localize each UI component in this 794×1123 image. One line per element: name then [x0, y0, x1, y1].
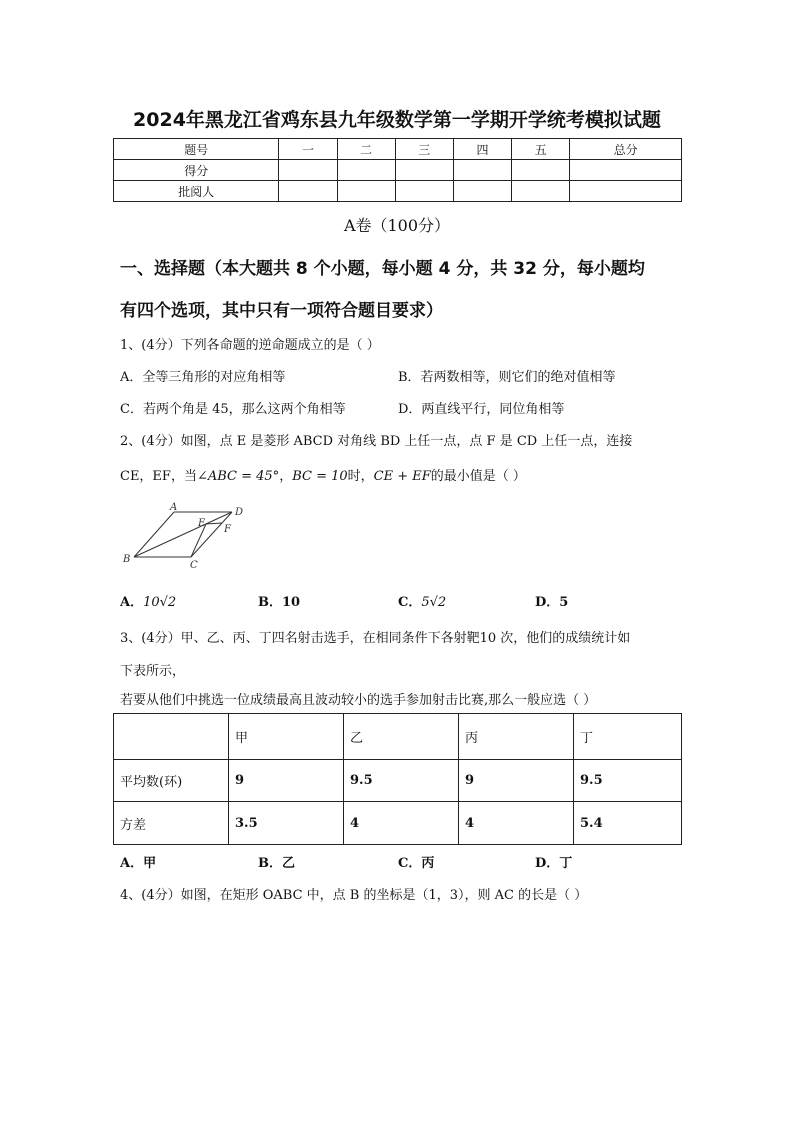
figure-label-d: D [235, 507, 244, 518]
stats-row-label: 方差 [114, 802, 229, 845]
score-header-cell: 总分 [570, 139, 682, 160]
q2-option-a-label: A． [120, 595, 144, 610]
score-table-header [114, 139, 682, 160]
stats-header-cell: 丁 [574, 714, 682, 760]
shooting-stats-table [113, 713, 682, 845]
section-heading-line-2: 有四个选项，其中只有一项符合题目要求） [120, 301, 443, 321]
score-row-label: 得分 [114, 160, 279, 181]
q2-option-c-value: 5√2 [421, 595, 447, 610]
q1-option-d: D．两直线平行，同位角相等 [398, 402, 565, 417]
stats-row-label: 平均数(环) [114, 760, 229, 802]
q3-stem-line-2: 下表所示， [120, 664, 186, 679]
q2-text: 的最小值是（ ） [430, 469, 526, 484]
stats-cell: 3.5 [229, 802, 344, 845]
score-table-row [114, 181, 682, 202]
score-cell [512, 160, 570, 181]
score-header-cell: 五 [512, 139, 570, 160]
stats-header-cell: 丙 [459, 714, 574, 760]
rhombus-figure [118, 500, 253, 572]
score-row-label: 批阅人 [114, 181, 279, 202]
section-heading-line-1: 一、选择题（本大题共 8 个小题，每小题 4 分，共 32 分，每小题均 [120, 259, 645, 279]
stats-cell: 9 [459, 760, 574, 802]
score-cell [279, 181, 337, 202]
score-header-cell: 四 [453, 139, 511, 160]
q1-stem: 1、(4分）下列各命题的逆命题成立的是（ ） [120, 338, 380, 353]
score-table-row [114, 160, 682, 181]
stats-cell: 4 [459, 802, 574, 845]
stats-header-cell [114, 714, 229, 760]
score-cell [337, 181, 395, 202]
stats-row-variance [114, 802, 682, 845]
angle-expression: ∠ABC = 45° [196, 469, 280, 484]
score-cell [395, 181, 453, 202]
q2-option-a [120, 591, 176, 610]
figure-label-c: C [190, 560, 198, 571]
figure-label-f: F [224, 524, 231, 535]
q2-text: CE，EF，当 [120, 469, 197, 484]
score-cell [395, 160, 453, 181]
length-expression: BC = 10 [292, 469, 348, 484]
score-header-cell: 题号 [114, 139, 279, 160]
stats-cell: 9.5 [344, 760, 459, 802]
score-header-cell: 二 [337, 139, 395, 160]
score-cell [570, 160, 682, 181]
score-header-cell: 三 [395, 139, 453, 160]
q2-option-b: B．10 [258, 595, 301, 610]
q2-stem-line-2 [120, 465, 526, 484]
figure-label-a: A [170, 502, 178, 513]
score-table [113, 138, 682, 202]
volume-heading: A卷（100分） [343, 216, 451, 235]
q2-option-c-label: C． [398, 595, 422, 610]
score-header-cell: 一 [279, 139, 337, 160]
q3-option-a: A．甲 [120, 856, 157, 871]
q2-option-d: D．5 [535, 595, 569, 610]
score-cell [453, 160, 511, 181]
q1-option-a: A．全等三角形的对应角相等 [120, 370, 286, 385]
figure-label-e: E [198, 518, 206, 529]
q1-option-b: B．若两数相等，则它们的绝对值相等 [398, 370, 616, 385]
score-cell [279, 160, 337, 181]
stats-header-cell: 甲 [229, 714, 344, 760]
q3-option-d: D．丁 [535, 856, 573, 871]
q1-option-c: C．若两个角是 45，那么这两个角相等 [120, 402, 346, 417]
stats-header-cell: 乙 [344, 714, 459, 760]
q2-stem-line-1: 2、(4分）如图，点 E 是菱形 ABCD 对角线 BD 上任一点，点 F 是 CD 上任一点，连接 [120, 434, 633, 449]
q3-stem-line-1: 3、(4分）甲、乙、丙、丁四名射击选手，在相同条件下各射靶10 次，他们的成绩统计如 [120, 631, 631, 646]
q3-option-b: B．乙 [258, 856, 295, 871]
q2-option-a-value: 10√2 [143, 595, 177, 610]
stats-cell: 5.4 [574, 802, 682, 845]
figure-side-ba [134, 512, 174, 557]
q2-option-c [398, 591, 446, 610]
q3-option-c: C．丙 [398, 856, 435, 871]
figure-label-b: B [123, 554, 131, 565]
sum-expression: CE + EF [373, 469, 431, 484]
q2-text: 时， [347, 469, 374, 484]
score-cell [453, 181, 511, 202]
stats-row-mean [114, 760, 682, 802]
q3-stem-line-3: 若要从他们中挑选一位成绩最高且波动较小的选手参加射击比赛,那么一般应选（ ） [120, 693, 597, 708]
page-title: 2024年黑龙江省鸡东县九年级数学第一学期开学统考模拟试题 [133, 109, 661, 131]
score-cell [570, 181, 682, 202]
stats-header-row [114, 714, 682, 760]
figure-diagonal-bd [134, 512, 232, 557]
stats-cell: 9 [229, 760, 344, 802]
q4-stem: 4、(4分）如图，在矩形 OABC 中，点 B 的坐标是（1，3），则 AC 的长是（ ） [120, 888, 588, 903]
score-cell [337, 160, 395, 181]
stats-cell: 4 [344, 802, 459, 845]
stats-cell: 9.5 [574, 760, 682, 802]
q2-separator: ， [279, 469, 293, 484]
score-cell [512, 181, 570, 202]
